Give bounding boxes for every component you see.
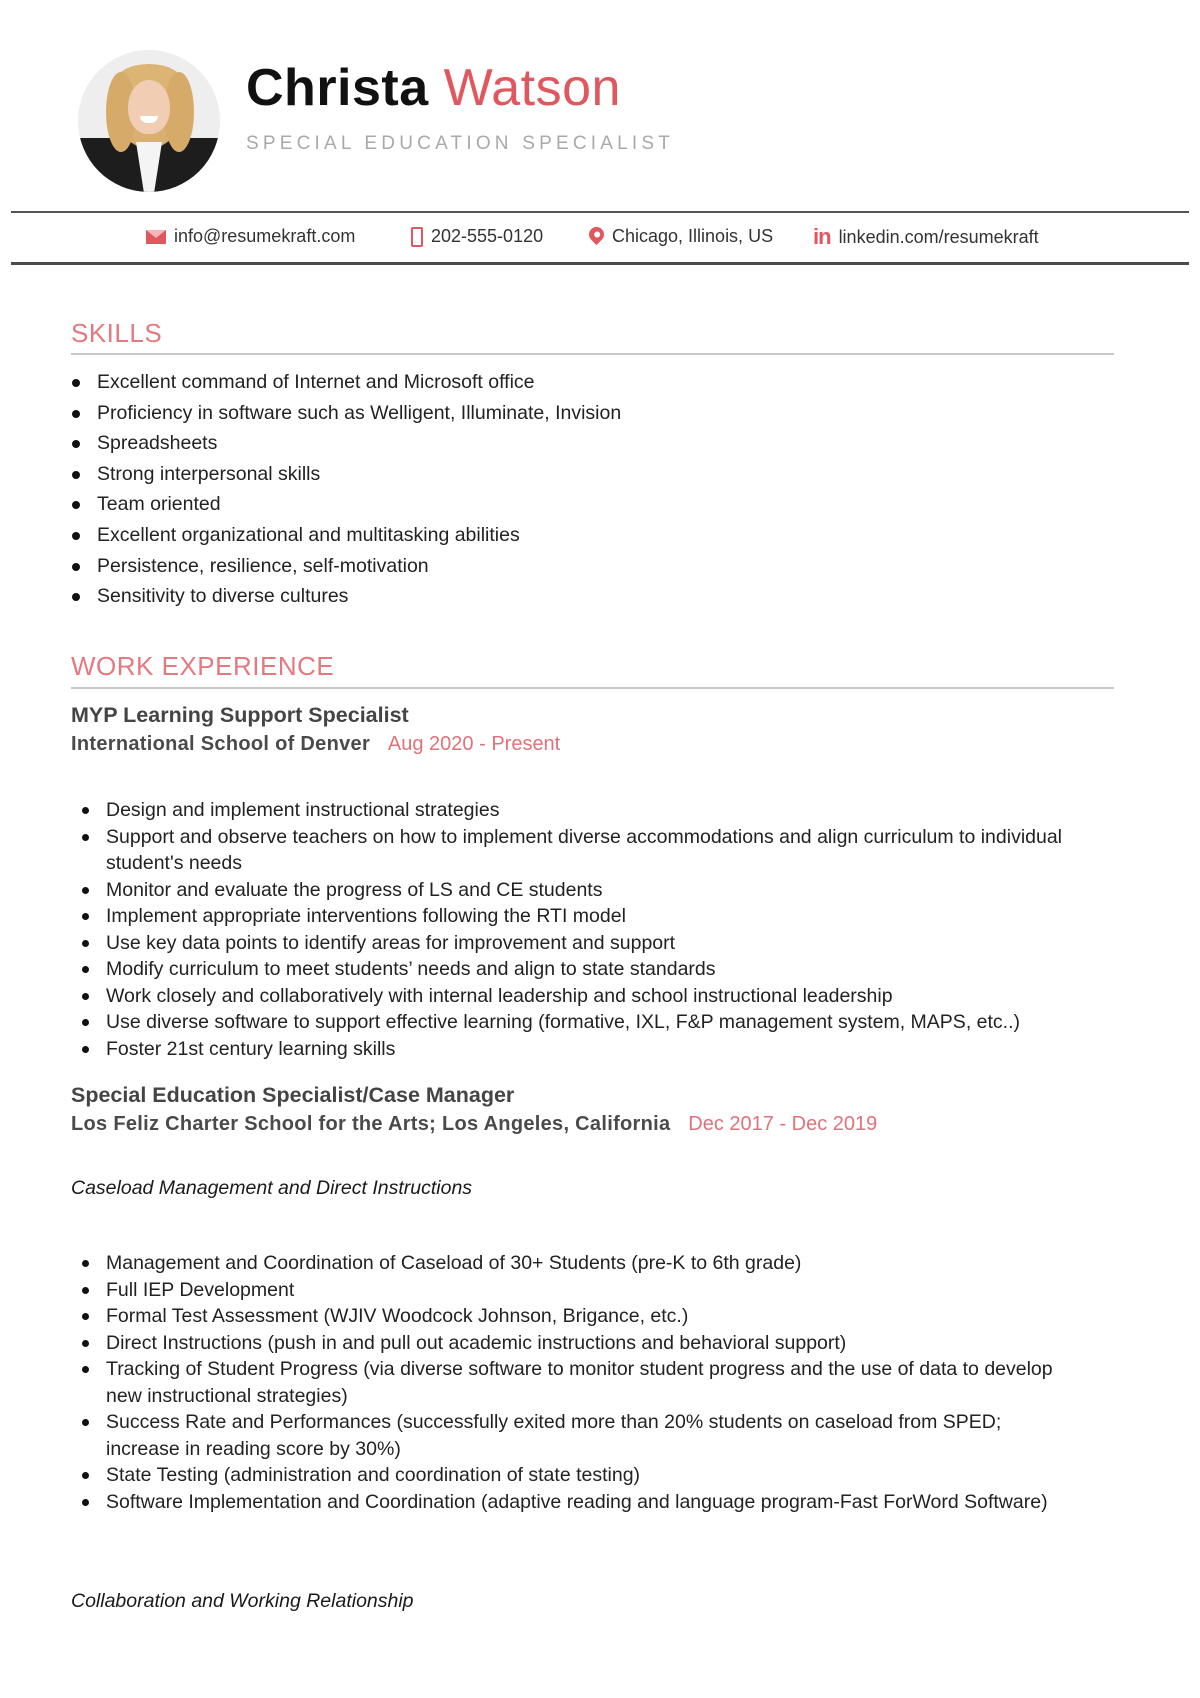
job-2-organization: [71, 1113, 877, 1136]
work-experience-heading: WORK EXPERIENCE: [71, 651, 335, 681]
linkedin-text: linkedin.com/resumekraft: [838, 226, 1039, 247]
job-2-bullet: Direct Instructions (push in and pull out academic instructions and behavioral support): [106, 1330, 1106, 1357]
job-1-bullet: Modify curriculum to meet students’ needs and align to state standards: [106, 956, 1106, 983]
job-2-bullet: Success Rate and Performances (successfully exited more than 20% students on caseload from SPED; increase in reading score by 30%): [106, 1409, 1106, 1462]
contact-location: [589, 226, 773, 247]
job-2-bullet: Formal Test Assessment (WJIV Woodcock Johnson, Brigance, etc.): [106, 1303, 1106, 1330]
skill-item: Excellent command of Internet and Microsoft office: [97, 367, 621, 398]
job-2-subsection-1-bullets: [106, 1250, 1106, 1515]
contact-email[interactable]: [146, 226, 355, 247]
job-1-bullet: Use diverse software to support effective learning (formative, IXL, F&P management system, MAPS, etc..): [106, 1009, 1106, 1036]
envelope-icon: [146, 230, 166, 244]
job-1-bullet: Implement appropriate interventions following the RTI model: [106, 903, 1106, 930]
job-1-title: MYP Learning Support Specialist: [71, 703, 409, 727]
job-2-bullet: Management and Coordination of Caseload of 30+ Students (pre-K to 6th grade): [106, 1250, 1106, 1277]
resume-header: [0, 0, 1200, 210]
location-text: Chicago, Illinois, US: [612, 226, 774, 246]
contact-bar: [11, 211, 1189, 265]
job-1-organization: [71, 733, 560, 756]
linkedin-icon: in: [813, 224, 831, 249]
skills-divider: [71, 353, 1114, 355]
job-2-title: Special Education Specialist/Case Manager: [71, 1083, 515, 1107]
job-1-org-name: International School of Denver: [71, 733, 371, 755]
job-2-subsection-1-heading: Caseload Management and Direct Instructions: [71, 1177, 473, 1199]
contact-phone[interactable]: [411, 226, 543, 247]
job-2-dates: Dec 2017 - Dec 2019: [688, 1113, 878, 1135]
phone-text: 202-555-0120: [431, 226, 544, 246]
job-2-bullet: Full IEP Development: [106, 1277, 1106, 1304]
contact-linkedin[interactable]: [813, 226, 1039, 248]
job-1-bullet: Support and observe teachers on how to implement diverse accommodations and align curriculum to individual student's needs: [106, 824, 1106, 877]
skill-item: Strong interpersonal skills: [97, 459, 621, 490]
job-1-dates: Aug 2020 - Present: [387, 733, 561, 755]
skills-list: [97, 367, 621, 612]
skill-item: Spreadsheets: [97, 428, 621, 459]
job-2-org-name: Los Feliz Charter School for the Arts; Los Angeles, California: [71, 1113, 671, 1135]
last-name: Watson: [443, 59, 621, 117]
skill-item: Excellent organizational and multitasking abilities: [97, 520, 621, 551]
job-1-bullet: Use key data points to identify areas for improvement and support: [106, 930, 1106, 957]
candidate-name: [246, 59, 621, 117]
job-2-bullet: Software Implementation and Coordination (adaptive reading and language program-Fast ForWord Software): [106, 1489, 1106, 1516]
job-1-bullet: Foster 21st century learning skills: [106, 1036, 1106, 1063]
skill-item: Sensitivity to diverse cultures: [97, 581, 621, 612]
skill-item: Proficiency in software such as Welligent, Illuminate, Invision: [97, 398, 621, 429]
skill-item: Persistence, resilience, self-motivation: [97, 551, 621, 582]
job-title-headline: SPECIAL EDUCATION SPECIALIST: [246, 133, 675, 154]
profile-photo: [78, 50, 220, 192]
email-text: info@resumekraft.com: [174, 226, 356, 246]
job-2-bullet: State Testing (administration and coordination of state testing): [106, 1462, 1106, 1489]
job-1-bullets: [106, 797, 1106, 1062]
job-1-bullet: Monitor and evaluate the progress of LS and CE students: [106, 877, 1106, 904]
mobile-phone-icon: [411, 227, 423, 247]
work-experience-divider: [71, 687, 1114, 689]
job-1-bullet: Work closely and collaboratively with internal leadership and school instructional leadership: [106, 983, 1106, 1010]
skills-heading: SKILLS: [71, 318, 163, 348]
first-name: Christa: [246, 59, 429, 117]
skill-item: Team oriented: [97, 489, 621, 520]
map-pin-icon: [586, 224, 607, 245]
job-2-subsection-2-heading: Collaboration and Working Relationship: [71, 1590, 414, 1612]
job-1-bullet: Design and implement instructional strategies: [106, 797, 1106, 824]
job-2-bullet: Tracking of Student Progress (via diverse software to monitor student progress and the use of data to develop new instructional strategies): [106, 1356, 1106, 1409]
